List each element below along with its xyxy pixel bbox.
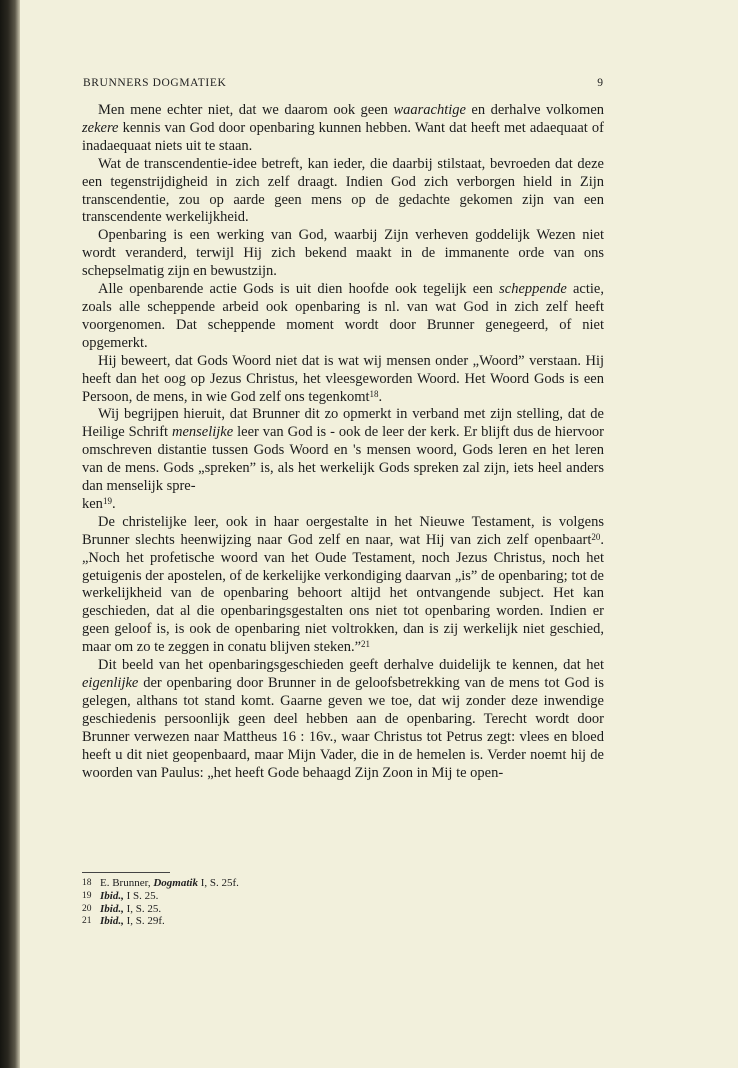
emphasis-scheppende: scheppende	[499, 281, 567, 298]
footnote-title: Ibid.,	[100, 889, 124, 902]
footnote-author: E. Brunner,	[100, 877, 154, 889]
text-run: Men mene echter niet, dat we daarom ook geen	[98, 102, 394, 118]
text-run: Wij begrijpen hieruit, dat Brunner dit zo opmerkt in verband met zijn stelling, dat de Heilige Schrift	[82, 406, 604, 441]
paragraph-4	[82, 281, 604, 353]
page-number: 9	[597, 77, 603, 89]
footnote-21	[82, 915, 482, 928]
footnote-text	[100, 877, 239, 890]
footnote-number: 21	[82, 916, 92, 927]
paragraph-2: Wat de transcendentie-idee betreft, kan ieder, die daarbij stilstaat, bevroeden dat deze een tegenstrijdigheid in zich zelf draagt. Indien God zich verborgen hield in Zijn transcendentie, zou op aarde geen mens op de gedachte gekomen zijn van een transcendente werkelijkheid.	[82, 155, 604, 226]
paragraph-6	[82, 406, 604, 513]
paragraph-1	[82, 102, 604, 156]
paragraph-8	[82, 657, 604, 782]
text-run: kennis van God door openbaring kunnen hebben. Want dat heeft met adaequaat of inadaequaat niets uit te staan.	[82, 119, 604, 154]
footnote-ref-21: 21	[361, 639, 371, 650]
footnote-text	[100, 890, 158, 903]
footnote-ref-20: 20	[591, 531, 601, 542]
footnote-18	[82, 877, 482, 890]
footnote-ref-19: 19	[102, 495, 112, 506]
footnote-divider	[82, 872, 170, 873]
text-run: Alle openbarende actie Gods is uit dien hoofde ook tegelijk een	[98, 281, 500, 298]
footnote-19	[82, 890, 482, 903]
paragraph-3: Openbaring is een werking van God, waarbij Zijn verheven goddelijk Wezen niet wordt veranderd, terwijl Hij zich bekend maakt in de immanente orde van ons schepselmatig zijn en bewustzijn.	[82, 227, 604, 280]
emphasis-eigenlijke: eigenlijke	[82, 675, 139, 691]
footnote-number: 20	[82, 903, 92, 914]
text-run: Dit beeld van het openbaringsgeschieden geeft derhalve duidelijk te kennen, dat het	[98, 657, 604, 674]
footnote-reference: I, S. 25.	[123, 902, 162, 915]
text-run: .	[378, 388, 383, 405]
body-text	[82, 102, 604, 782]
text-run: en derhalve volkomen	[465, 102, 605, 118]
running-header	[83, 77, 603, 93]
text-run: . „Noch het profetische woord van het Oude Testament, noch Jezus Christus, noch het getuigenis der apostelen, of de kerkelijke verkondiging daarvan „is” de openbaring; tot de werkelijkheid van de openbaring behoort altijd het ontvangende subject. Het kan geschieden, dat al die openbaringsgestalten ons niet tot openbaring worden. Indien er geen geloof is, is ook de openbaring niet voltrokken, dan is zij werkelijk niet geschied, maar om zo te zeggen in conatu blijven steken.”	[82, 531, 604, 656]
scan-binding-shadow	[0, 0, 20, 1068]
text-run: Hij beweert, dat Gods Woord niet dat is wat wij mensen onder „Woord” verstaan. Hij heeft dan het oog op Jezus Christus, het vleesgeworden Woord. Het Woord Gods is een Persoon, de mens, in wie God zelf ons tegenkomt	[82, 352, 604, 405]
emphasis-menselijke: menselijke	[171, 424, 234, 441]
footnote-title: Ibid.,	[100, 915, 124, 928]
footnote-ref-18: 18	[369, 388, 379, 399]
footnote-number: 19	[82, 890, 92, 901]
text-run: leer van God is - ook de leer der kerk. Er blijft dus de hiervoor omschreven distantie tussen Gods Woord en 's mensen woord, Gods leren en het leren van de mens. Gods „spreken” is, als het werkelijk Gods spreken zal zijn, iets heel anders dan menselijk spre- ken	[82, 424, 604, 512]
paragraph-7	[82, 514, 604, 657]
emphasis-zekere: zekere	[82, 119, 119, 136]
text-run: actie, zoals alle scheppende arbeid ook openbaring is nl. van wat God in zich zelf heeft voorgenomen. Dat scheppende moment wordt door Brunner genegeerd, of niet opgemerkt.	[82, 281, 604, 351]
footnote-title: Dogmatik	[153, 877, 198, 889]
footnote-text	[100, 903, 161, 916]
footnote-reference: I, S. 25f.	[197, 877, 239, 889]
footnote-20	[82, 903, 482, 916]
footnotes	[82, 877, 482, 928]
footnote-reference: I, S. 29f.	[123, 915, 165, 928]
emphasis-waarachtige: waarachtige	[393, 102, 466, 118]
running-title: BRUNNERS DOGMATIEK	[83, 77, 227, 89]
footnote-title: Ibid.,	[100, 902, 124, 915]
footnote-number: 18	[82, 878, 92, 888]
text-run: De christelijke leer, ook in haar oergestalte in het Nieuwe Testament, is volgens Brunner slechts heenwijzing naar God zelf en naar, wat Hij van zich zelf openbaart	[82, 513, 604, 548]
text-run: der openbaring door Brunner in de geloofsbetrekking van de mens tot God is gelegen, althans tot stand komt. Gaarne geven we toe, dat wij zonder deze inwendige geschiedenis persoonlijk geen deel hebben aan de openbaring. Terecht wordt door Brunner verwezen naar Mattheus 16 : 16v., waar Christus tot Petrus zegt: vlees en bloed heeft u dit niet geopenbaard, maar Mijn Vader, die in de hemelen is. Verder noemt hij de woorden van Paulus: „het heeft Gode behaagd Zijn Zoon in Mij te open-	[82, 675, 604, 781]
footnote-reference: I S. 25.	[123, 889, 159, 902]
footnote-text	[100, 915, 165, 928]
text-run: .	[111, 495, 116, 512]
paragraph-5	[82, 353, 604, 407]
book-page	[20, 0, 738, 1068]
